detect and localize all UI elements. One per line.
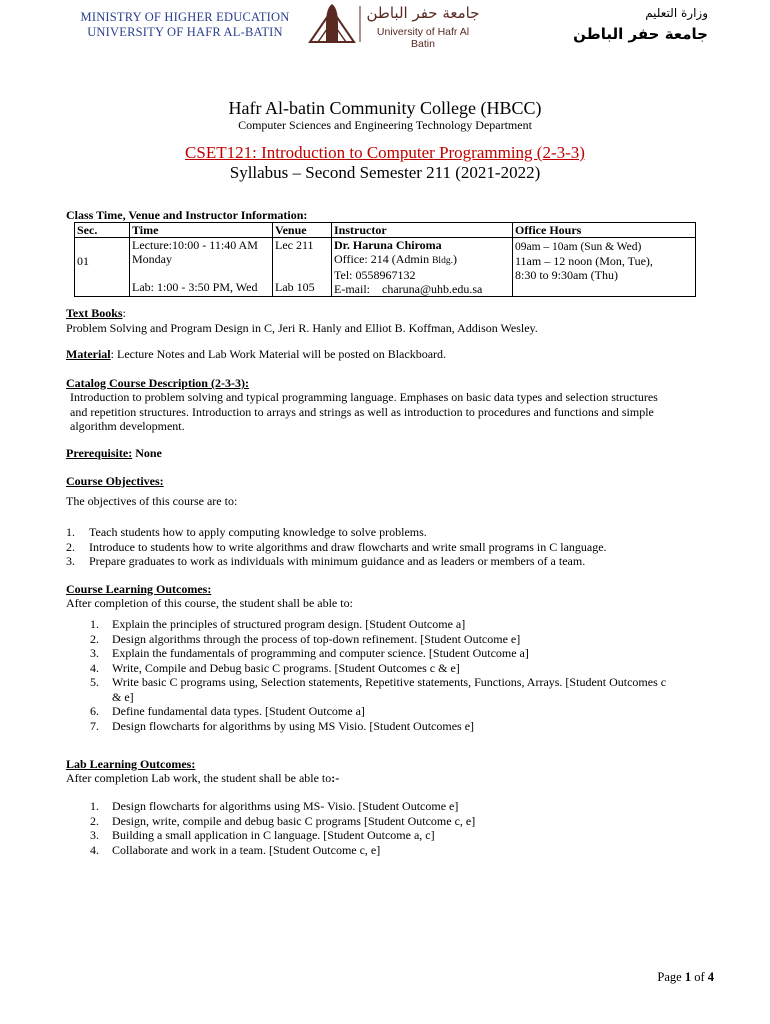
table-header-row [75,223,696,238]
list-item: 2. Introduce to students how to write algorithms and draw flowcharts and write small programs in C language. [66,539,607,554]
list-item: 3. Prepare graduates to work as individuals with minimum guidance and as leaders or members of a team. [66,554,586,568]
objectives-title-text: Course Objectives: [66,474,164,488]
header-left [70,10,300,40]
list-item: 4. Collaborate and work in a team. [Student Outcome c, e] [90,842,381,857]
university-arabic: جامعة حفر الباطن [573,25,708,43]
catalog-line: algorithm development. [70,419,185,433]
header-venue: Venue [273,223,332,238]
lab-intro-end: :- [331,771,340,785]
venue-cell [273,238,332,297]
class-info-title: Class Time, Venue and Instructor Information: [66,208,308,222]
outcomes-title [66,582,211,597]
college-name: Hafr Al-batin Community College (HBCC) [228,98,542,118]
list-item: 1. Teach students how to apply computing knowledge to solve problems. [66,525,427,539]
material-text: : Lecture Notes and Lab Work Material will be posted on Blackboard. [110,347,447,361]
list-item: 2. Design, write, compile and debug basic C programs [Student Outcome c, e] [90,813,476,828]
logo-english-text: University of Hafr Al Batin [376,26,470,50]
time-cell [130,238,273,297]
office-hours-2: 11am – 12 noon (Mon, Tue), [515,254,653,268]
list-item: 5. Write basic C programs using, Selection statements, Repetitive statements, Functions, Arrays. [Student Outcomes c & e] [90,675,667,704]
list-item: 2. Design algorithms through the process of top-down refinement. [Student Outcome e] [90,631,521,646]
ministry-arabic: وزارة التعليم [645,6,708,20]
university-logo [306,2,486,50]
office-paren: ) [452,252,457,266]
section-number: 01 [75,238,130,297]
lecture-time: Lecture:10:00 - 11:40 AM [132,238,258,252]
outcomes-intro: After completion of this course, the student shall be able to: [66,596,353,610]
catalog-description [70,390,720,434]
university-english: UNIVERSITY OF HAFR AL-BATIN [87,25,283,39]
page-number: Page 1 of 4 [657,970,714,984]
instructor-email-line [334,282,510,296]
email-label: E-mail: [334,282,370,296]
office-building: Bldg. [432,256,453,266]
lab-intro-text: After completion Lab work, the student shall be able to [66,771,332,785]
lab-outcomes-title-text: Lab Learning Outcomes: [66,757,196,771]
office-hours-1: 09am – 10am (Sun & Wed) [515,241,642,253]
prerequisite-title: Prerequisite: [66,446,133,460]
lab-outcomes-intro [66,771,339,786]
lab-outcomes-list [90,799,725,857]
textbooks-text: Problem Solving and Program Design in C, Jeri R. Hanly and Elliot B. Koffman, Addison Wesley. [66,320,538,335]
instructor-tel: Tel: 0558967132 [334,268,416,282]
list-item: 6. Define fundamental data types. [Student Outcome a] [90,704,365,718]
instructor-name: Dr. Haruna Chiroma [334,238,442,252]
email-link[interactable]: charuna@uhb.edu.sa [382,282,483,296]
objectives-intro: The objectives of this course are to: [66,494,238,508]
outcomes-title-text: Course Learning Outcomes: [66,582,212,596]
prerequisite-value: None [132,446,162,460]
objectives-list [66,525,736,569]
instructor-office [334,252,510,268]
department-name: Computer Sciences and Engineering Technology Department [238,118,532,132]
objectives-title [66,474,164,489]
material-title: Material [66,347,111,361]
list-item: 1. Design flowcharts for algorithms using MS- Visio. [Student Outcome e] [90,799,459,813]
header-sec: Sec. [75,223,130,238]
catalog-title [66,376,249,391]
prerequisite-section [66,446,162,461]
lecture-venue: Lec 211 [275,238,314,252]
list-item: 3. Building a small application in C language. [Student Outcome a, c] [90,828,435,842]
catalog-line: and repetition structures. Introduction to arrays and strings as well as introduction to procedures and functions and simple [70,404,654,419]
header-instructor: Instructor [332,223,513,238]
ministry-english: MINISTRY OF HIGHER EDUCATION [80,10,290,24]
logo-arabic-text: جامعة حفر الباطن [366,4,480,22]
list-item: 1. Explain the principles of structured program design. [Student Outcome a] [90,617,466,631]
lecture-day: Monday [132,252,172,266]
course-title: CSET121: Introduction to Computer Programming (2-3-3) [185,143,585,162]
header-time: Time [130,223,273,238]
lab-venue: Lab 105 [275,280,315,294]
material-section [66,347,446,362]
list-item: 7. Design flowcharts for algorithms by using MS Visio. [Student Outcomes e] [90,718,475,733]
catalog-line: Introduction to problem solving and typical programming language. Emphases on basic data types and selection structures [70,390,658,404]
office-label: Office: 214 (Admin [334,252,430,266]
instructor-cell [332,238,513,297]
lab-time: Lab: 1:00 - 3:50 PM, Wed [132,280,258,294]
syllabus-term: Syllabus – Second Semester 211 (2021-2022) [229,163,541,182]
header-office-hours: Office Hours [513,223,696,238]
outcomes-list [90,617,725,733]
textbooks-section [66,306,538,335]
list-item: 4. Write, Compile and Debug basic C programs. [Student Outcomes c & e] [90,660,460,675]
table-row [75,238,696,297]
list-item: 3. Explain the fundamentals of programming and computer science. [Student Outcome a] [90,646,529,660]
header-right [508,2,708,44]
office-hours-cell [513,238,696,297]
class-info-table [74,222,696,297]
catalog-title-text: Catalog Course Description (2-3-3): [66,376,249,390]
textbooks-colon: : [122,306,126,320]
lab-outcomes-title [66,757,195,772]
office-hours-3: 8:30 to 9:30am (Thu) [515,268,618,282]
textbooks-title: Text Books [66,306,123,320]
